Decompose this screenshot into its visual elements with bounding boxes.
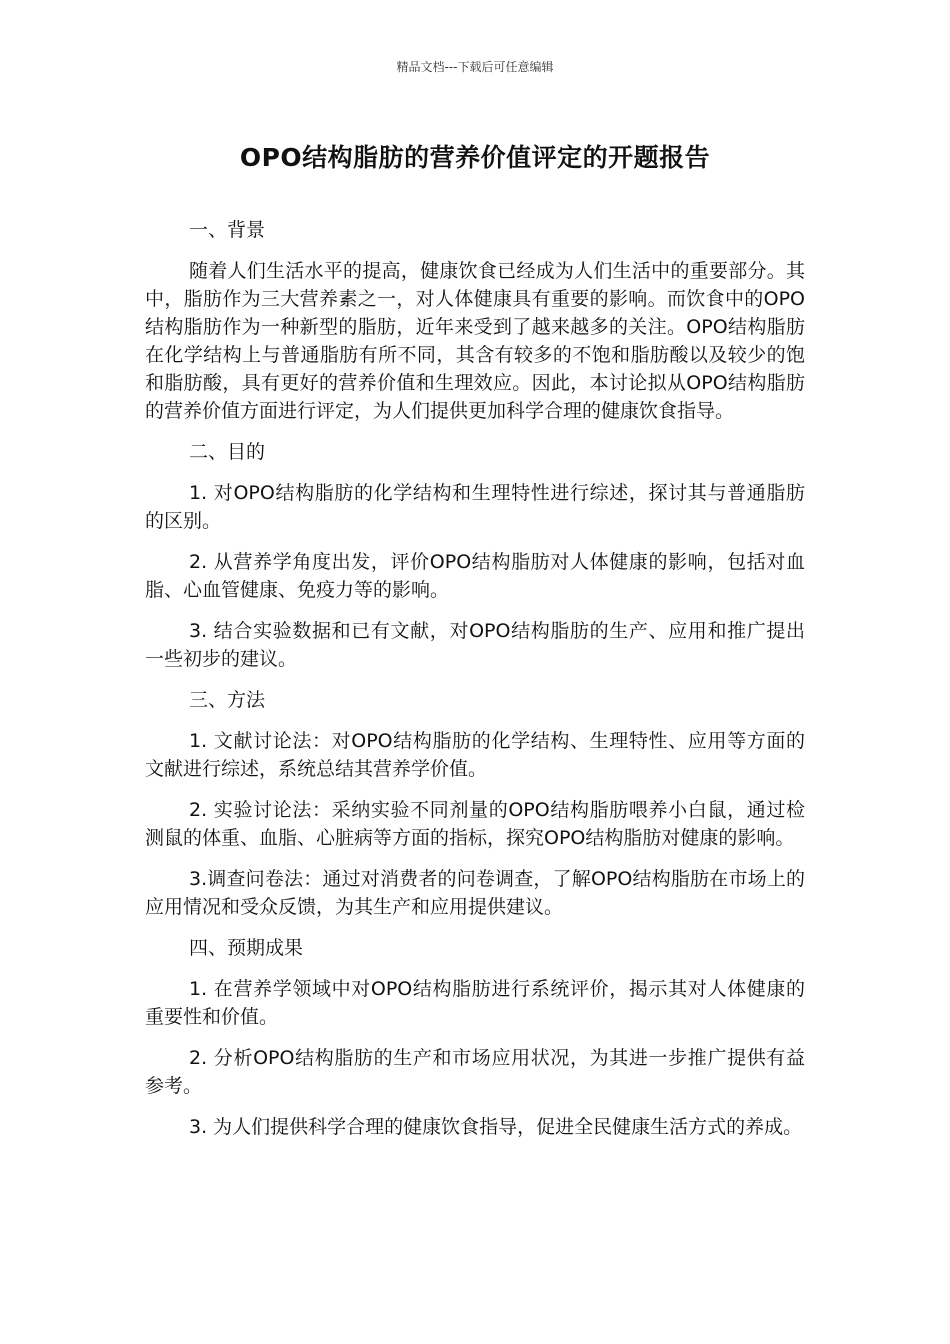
- page-title: OPO结构脂肪的营养价值评定的开题报告: [239, 143, 711, 172]
- result-item-2: 2. 分析OPO结构脂肪的生产和市场应用状况，为其进一步推广提供有益参考。: [145, 1047, 805, 1097]
- result-item-3: 3. 为人们提供科学合理的健康饮食指导，促进全民健康生活方式的养成。: [189, 1116, 803, 1138]
- method-item-2: 2. 实验讨论法：采纳实验不同剂量的OPO结构脂肪喂养小白鼠，通过检测鼠的体重、血脂、心脏病等方面的指标，探究OPO结构脂肪对健康的影响。: [145, 799, 805, 849]
- method-item-3: 3.调查问卷法：通过对消费者的问卷调查，了解OPO结构脂肪在市场上的应用情况和受众反馈，为其生产和应用提供建议。: [145, 868, 805, 918]
- purpose-item-3: 3. 结合实验数据和已有文献，对OPO结构脂肪的生产、应用和推广提出一些初步的建议。: [145, 620, 805, 670]
- section-heading-methods: 三、方法: [189, 689, 266, 711]
- purpose-item-1: 1. 对OPO结构脂肪的化学结构和生理特性进行综述，探讨其与普通脂肪的区别。: [145, 482, 805, 532]
- section-heading-expected-results: 四、预期成果: [189, 937, 304, 959]
- section-heading-purpose: 二、目的: [189, 441, 266, 463]
- result-item-1: 1. 在营养学领域中对OPO结构脂肪进行系统评价，揭示其对人体健康的重要性和价值。: [145, 978, 805, 1028]
- section-heading-background: 一、背景: [189, 219, 266, 241]
- method-item-1: 1. 文献讨论法：对OPO结构脂肪的化学结构、生理特性、应用等方面的文献进行综述，系统总结其营养学价值。: [145, 730, 805, 780]
- background-paragraph: 随着人们生活水平的提高，健康饮食已经成为人们生活中的重要部分。其中，脂肪作为三大营养素之一，对人体健康具有重要的影响。而饮食中的OPO结构脂肪作为一种新型的脂肪，近年来受到了越来越多的关注。OPO结构脂肪在化学结构上与普通脂肪有所不同，其含有较多的不饱和脂肪酸以及较少的饱和脂肪酸，具有更好的营养价值和生理效应。因此，本讨论拟从OPO结构脂肪的营养价值方面进行评定，为人们提供更加科学合理的健康饮食指导。: [145, 260, 805, 422]
- document-body: [145, 216, 805, 1154]
- header-note: 精品文档---下载后可任意编辑: [396, 60, 554, 74]
- purpose-item-2: 2. 从营养学角度出发，评价OPO结构脂肪对人体健康的影响，包括对血脂、心血管健康、免疫力等的影响。: [145, 551, 805, 601]
